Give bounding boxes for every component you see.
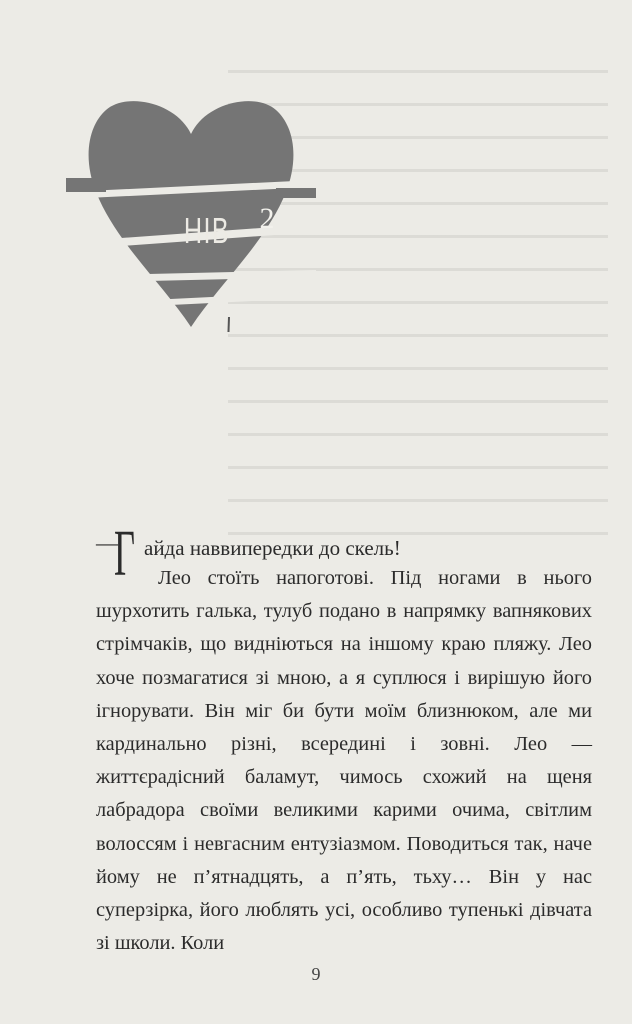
chapter-heart-emblem (66, 92, 316, 332)
page-number: 9 (311, 964, 321, 984)
chapter-number: 2 (259, 202, 275, 235)
body-paragraph: Лео стоїть напоготові. Під ногами в нього шурхотить галька, тулуб подано в напрямку вапнякових стрімчаків, що видніються на іншому краю пляжу. Лео хоче позмагатися зі мною, а я суплюся і вирішую його ігнорувати. Він міг би бути моїм близнюком, але ми кардинально різні, всередині і зовні. Лео — життєрадісний баламут, чимось схожий на щеня лабрадора своїми великими карими очима, світлим волоссям і невгасним ентузіазмом. Поводиться так, наче йому не п’ятнадцять, а п’ять, тьху… Він у нас суперзірка, його люблять усі, особливо тупенькі дівчата зі школи. Коли (96, 567, 592, 955)
opening-line-text: айда наввипередки до скель! (144, 536, 401, 560)
chapter-title: НІВ (183, 210, 231, 251)
dialogue-dash: — (96, 530, 118, 555)
drop-cap: Г (114, 517, 135, 590)
